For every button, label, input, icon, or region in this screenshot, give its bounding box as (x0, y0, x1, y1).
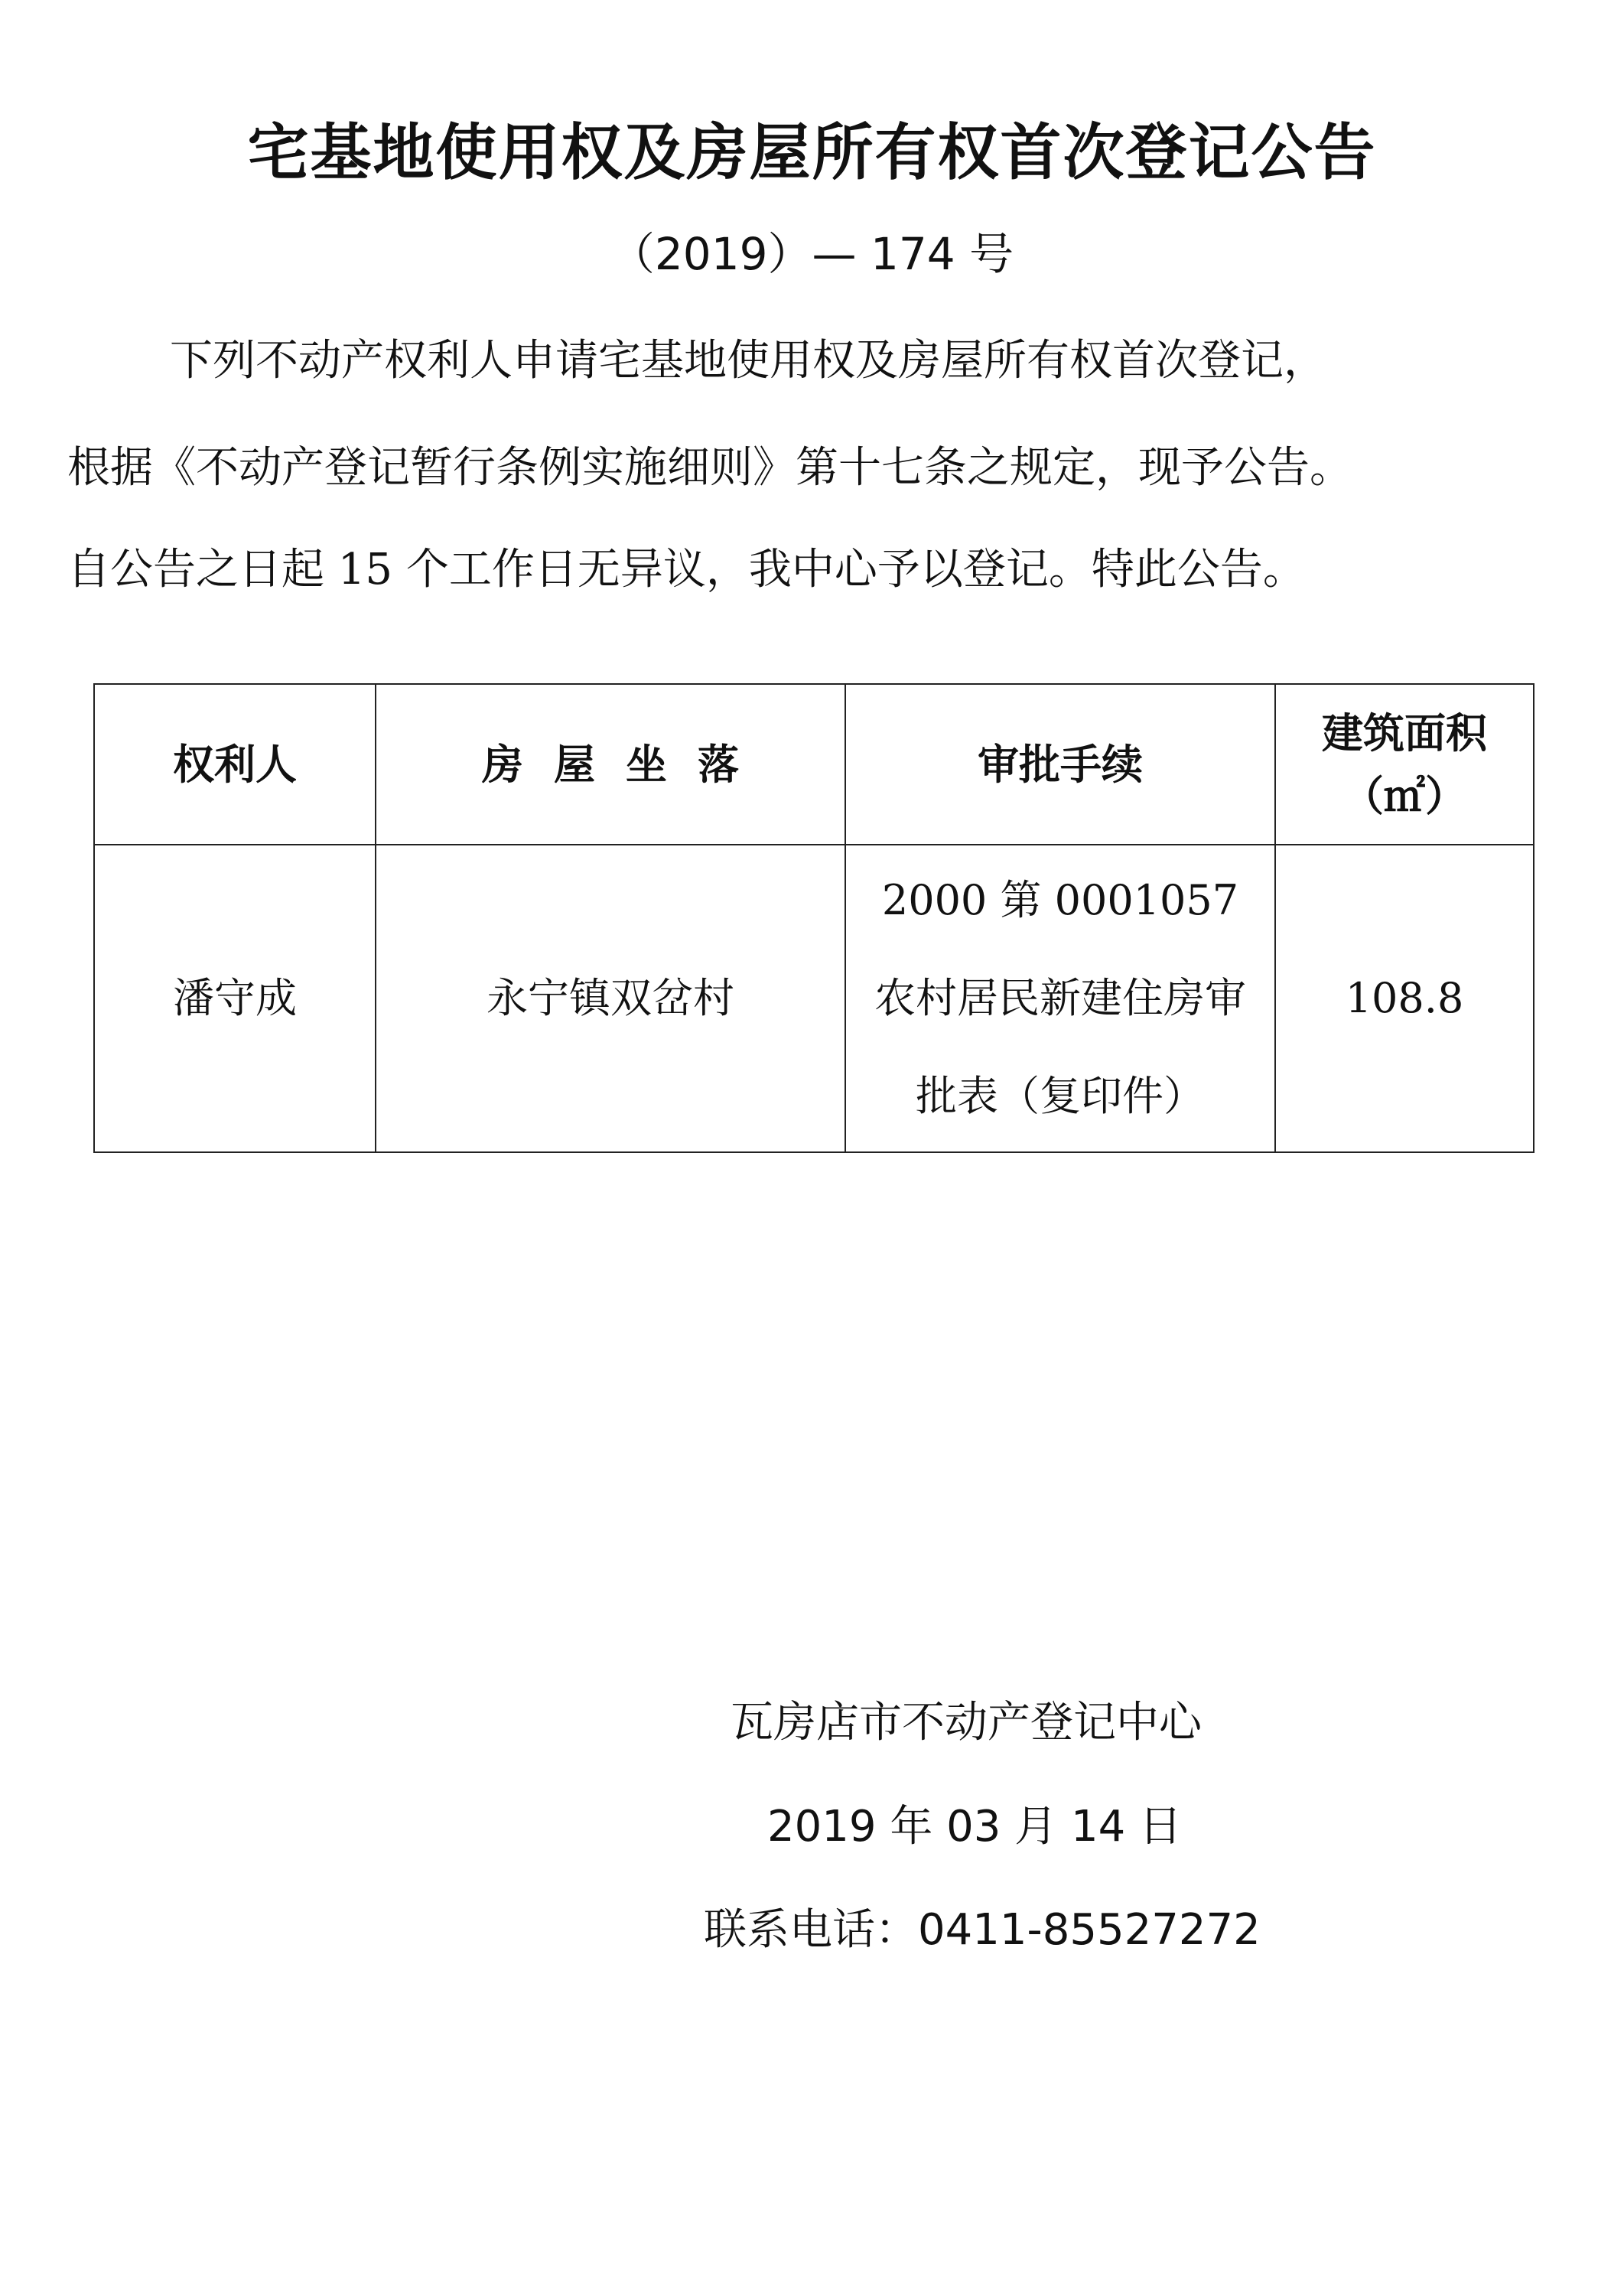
cell-location: 永宁镇双岔村 (376, 845, 845, 1152)
header-location-label: 房屋坐落 (482, 740, 770, 789)
header-holder: 权利人 (94, 684, 376, 845)
intro-line-2: 根据《不动产登记暂行条例实施细则》第十七条之规定，现予公告。 (67, 443, 1352, 493)
issue-date: 2019 年 03 月 14 日 (767, 1802, 1183, 1852)
registration-table (93, 683, 1535, 1153)
table-row (94, 845, 1534, 1152)
cell-holder: 潘守成 (94, 845, 376, 1152)
issuing-organization: 瓦房店市不动产登记中心 (731, 1698, 1202, 1747)
header-location (376, 684, 845, 845)
intro-line-1: 下列不动产权利人申请宅基地使用权及房屋所有权首次登记， (170, 336, 1326, 386)
cell-approval-text: 2000 第 0001057 农村居民新建住房审批表（复印件） (874, 876, 1246, 1120)
header-area-label: 建筑面积 (1322, 708, 1487, 757)
cell-area: 108.8 (1275, 845, 1534, 1152)
header-area-unit: （㎡） (1342, 771, 1466, 820)
contact-phone: 联系电话：0411-85527272 (704, 1905, 1261, 1955)
header-approval: 审批手续 (845, 684, 1275, 845)
document-title: 宅基地使用权及房屋所有权首次登记公告 (247, 117, 1377, 188)
document-number: （2019）— 174 号 (610, 228, 1014, 280)
cell-approval (845, 845, 1275, 1152)
table-header-row (94, 684, 1534, 845)
intro-line-3: 自公告之日起 15 个工作日无异议，我中心予以登记。特此公告。 (67, 545, 1306, 594)
header-area (1275, 684, 1534, 845)
